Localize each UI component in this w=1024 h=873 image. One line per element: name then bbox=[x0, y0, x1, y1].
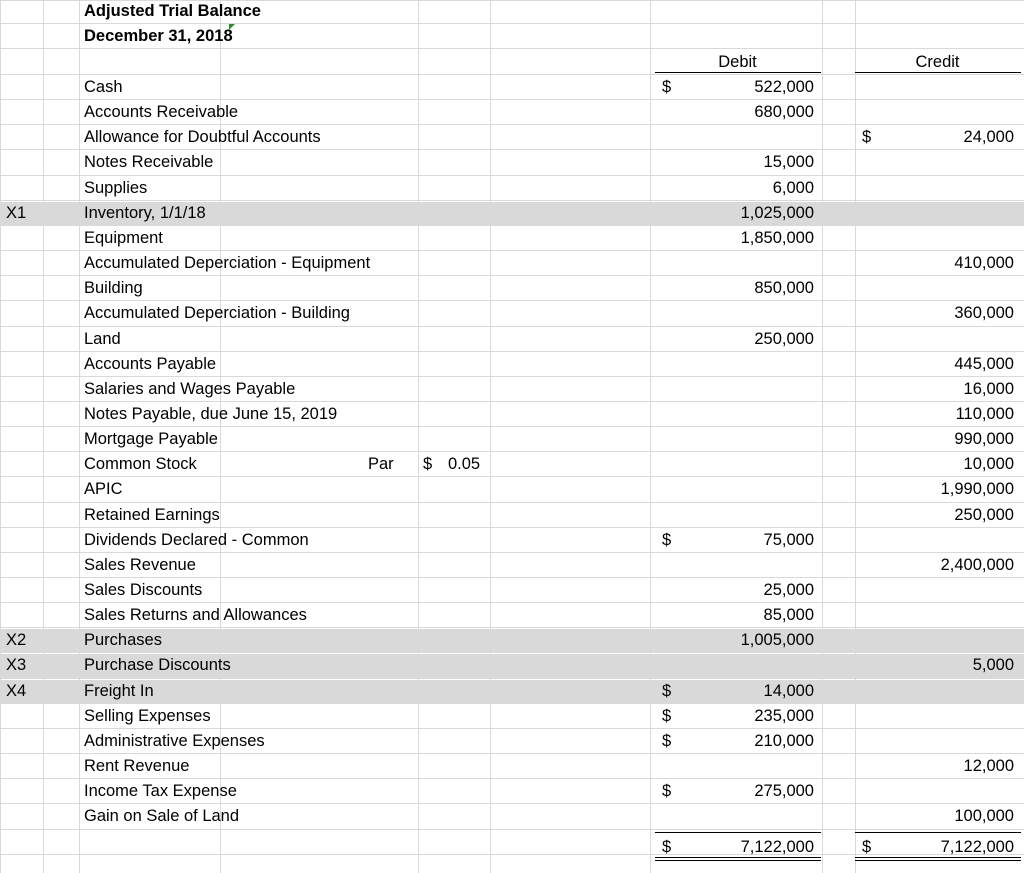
account-name: Dividends Declared - Common bbox=[84, 530, 309, 549]
grid-row-line bbox=[0, 124, 1024, 125]
account-name: Equipment bbox=[84, 228, 163, 247]
credit-amount: 24,000 bbox=[963, 128, 1014, 147]
debit-total-rule bbox=[655, 832, 821, 833]
debit-sign: $ bbox=[662, 530, 672, 549]
sheet-date bbox=[84, 26, 233, 46]
account-name: APIC bbox=[84, 480, 123, 499]
debit-amount: 6,000 bbox=[772, 178, 814, 197]
account-name: Land bbox=[84, 329, 121, 348]
row-marker-label: X1 bbox=[6, 203, 27, 222]
debit-amount: 235,000 bbox=[754, 706, 814, 725]
cell-comment-marker bbox=[229, 24, 235, 30]
debit-sign: $ bbox=[662, 782, 672, 801]
grid-row-line bbox=[0, 703, 1024, 704]
grid-row-line bbox=[0, 476, 1024, 477]
grid-row-line bbox=[0, 250, 1024, 251]
grid-row-line bbox=[0, 200, 1024, 201]
grid-row-line bbox=[0, 326, 1024, 327]
total-credit: 7,122,000 bbox=[940, 838, 1014, 856]
grid-column-line bbox=[650, 0, 651, 873]
account-name: Accounts Receivable bbox=[84, 103, 239, 122]
grid-column-line bbox=[0, 0, 1, 873]
account-name: Sales Returns and Allowances bbox=[84, 606, 307, 625]
grid-row-line bbox=[0, 527, 1024, 528]
credit-amount: 10,000 bbox=[963, 455, 1014, 474]
account-name: Administrative Expenses bbox=[84, 731, 265, 750]
account-name: Rent Revenue bbox=[84, 757, 190, 776]
date-prefix: December 31, bbox=[84, 27, 192, 45]
grid-column-line bbox=[822, 0, 823, 873]
debit-amount: 15,000 bbox=[763, 153, 814, 172]
grid-row-line bbox=[0, 401, 1024, 402]
grid-row-line bbox=[0, 552, 1024, 553]
debit-sign: $ bbox=[662, 681, 672, 700]
account-name: Gain on Sale of Land bbox=[84, 807, 240, 826]
grid-row-line bbox=[0, 225, 1024, 226]
grid-row-line bbox=[0, 803, 1024, 804]
par-label: Par bbox=[368, 455, 394, 474]
account-name: Freight In bbox=[84, 681, 154, 700]
account-name: Selling Expenses bbox=[84, 706, 211, 725]
grid-row-line bbox=[0, 778, 1024, 779]
credit-header: Credit bbox=[915, 53, 960, 71]
account-name: Salaries and Wages Payable bbox=[84, 379, 296, 398]
account-name: Accumulated Deperciation - Equipment bbox=[84, 254, 371, 273]
grid-row-line bbox=[0, 577, 1024, 578]
credit-total-rule bbox=[855, 832, 1021, 833]
account-name: Cash bbox=[84, 78, 123, 96]
account-name: Notes Receivable bbox=[84, 153, 214, 172]
debit-amount: 275,000 bbox=[754, 782, 814, 801]
date-year: 2018 bbox=[195, 27, 233, 45]
credit-double-underline bbox=[855, 857, 1021, 861]
account-name: Mortgage Payable bbox=[84, 430, 218, 449]
grid-row-line bbox=[0, 275, 1024, 276]
credit-amount: 2,400,000 bbox=[940, 555, 1014, 574]
credit-amount: 12,000 bbox=[963, 757, 1014, 776]
grid-row-line bbox=[0, 451, 1024, 452]
debit-amount: 850,000 bbox=[754, 279, 814, 298]
credit-amount: 1,990,000 bbox=[940, 480, 1014, 499]
grid-row-line bbox=[0, 351, 1024, 352]
total-debit-sign: $ bbox=[662, 838, 672, 856]
debit-amount: 250,000 bbox=[754, 329, 814, 348]
account-name: Sales Discounts bbox=[84, 581, 203, 599]
grid-row-line bbox=[0, 678, 1024, 679]
debit-amount: 75,000 bbox=[763, 530, 814, 549]
debit-amount: 85,000 bbox=[763, 606, 814, 625]
debit-amount: 210,000 bbox=[754, 731, 814, 750]
debit-amount: 522,000 bbox=[754, 78, 814, 96]
row-marker-label: X4 bbox=[6, 681, 27, 700]
account-name: Accounts Payable bbox=[84, 354, 217, 373]
credit-header-underline bbox=[855, 72, 1021, 73]
account-name: Allowance for Doubtful Accounts bbox=[84, 128, 321, 147]
account-name: Building bbox=[84, 279, 143, 298]
debit-sign: $ bbox=[662, 78, 672, 96]
grid-row-line bbox=[0, 48, 1024, 49]
debit-amount: 14,000 bbox=[763, 681, 814, 700]
debit-sign: $ bbox=[662, 731, 672, 750]
grid-row-line bbox=[0, 23, 1024, 24]
account-name: Notes Payable, due June 15, 2019 bbox=[84, 404, 338, 423]
grid-column-line bbox=[418, 0, 419, 873]
credit-amount: 16,000 bbox=[963, 379, 1014, 398]
grid-row-line bbox=[0, 753, 1024, 754]
grid-row-line bbox=[0, 829, 1024, 830]
account-name: Purchases bbox=[84, 631, 162, 650]
grid-row-line bbox=[0, 627, 1024, 628]
debit-sign: $ bbox=[662, 706, 672, 725]
debit-amount: 680,000 bbox=[754, 103, 814, 122]
total-debit: 7,122,000 bbox=[740, 838, 814, 856]
credit-amount: 250,000 bbox=[954, 505, 1014, 524]
par-currency-sign: $ bbox=[423, 455, 433, 474]
credit-amount: 445,000 bbox=[954, 354, 1014, 373]
account-name: Inventory, 1/1/18 bbox=[84, 203, 206, 222]
grid-row-line bbox=[0, 376, 1024, 377]
debit-amount: 1,005,000 bbox=[740, 631, 814, 650]
debit-double-underline bbox=[655, 857, 821, 861]
grid-row-line bbox=[0, 728, 1024, 729]
par-value: 0.05 bbox=[448, 455, 481, 474]
credit-sign: $ bbox=[862, 128, 872, 147]
row-marker-label: X2 bbox=[6, 631, 27, 650]
grid-column-line bbox=[79, 0, 80, 873]
grid-column-line bbox=[43, 0, 44, 873]
account-name: Purchase Discounts bbox=[84, 656, 231, 675]
grid-row-line bbox=[0, 99, 1024, 100]
debit-amount: 1,025,000 bbox=[740, 203, 814, 222]
grid-row-line bbox=[0, 74, 1024, 75]
credit-amount: 360,000 bbox=[954, 304, 1014, 323]
grid-row-line bbox=[0, 300, 1024, 301]
grid-row-line bbox=[0, 502, 1024, 503]
account-name: Retained Earnings bbox=[84, 505, 220, 524]
grid-row-line bbox=[0, 602, 1024, 603]
account-name: Supplies bbox=[84, 178, 148, 197]
account-name: Sales Revenue bbox=[84, 555, 196, 574]
debit-header-underline bbox=[655, 72, 821, 73]
account-name: Common Stock bbox=[84, 455, 197, 474]
credit-amount: 100,000 bbox=[954, 807, 1014, 826]
grid-row-line bbox=[0, 652, 1024, 653]
account-name: Accumulated Deperciation - Building bbox=[84, 304, 350, 323]
credit-amount: 110,000 bbox=[955, 404, 1014, 423]
credit-amount: 5,000 bbox=[972, 656, 1014, 675]
debit-amount: 1,850,000 bbox=[740, 228, 814, 247]
grid-row-line bbox=[0, 149, 1024, 150]
grid-row-line bbox=[0, 175, 1024, 176]
sheet-title: Adjusted Trial Balance bbox=[84, 2, 261, 20]
grid-column-line bbox=[490, 0, 491, 873]
credit-amount: 410,000 bbox=[954, 254, 1014, 273]
row-marker-label: X3 bbox=[6, 656, 27, 675]
total-credit-sign: $ bbox=[862, 838, 872, 856]
debit-amount: 25,000 bbox=[763, 581, 814, 599]
account-name: Income Tax Expense bbox=[84, 782, 237, 801]
credit-amount: 990,000 bbox=[954, 430, 1014, 449]
grid-column-line bbox=[855, 0, 856, 873]
grid-row-line bbox=[0, 426, 1024, 427]
debit-header: Debit bbox=[718, 53, 757, 71]
